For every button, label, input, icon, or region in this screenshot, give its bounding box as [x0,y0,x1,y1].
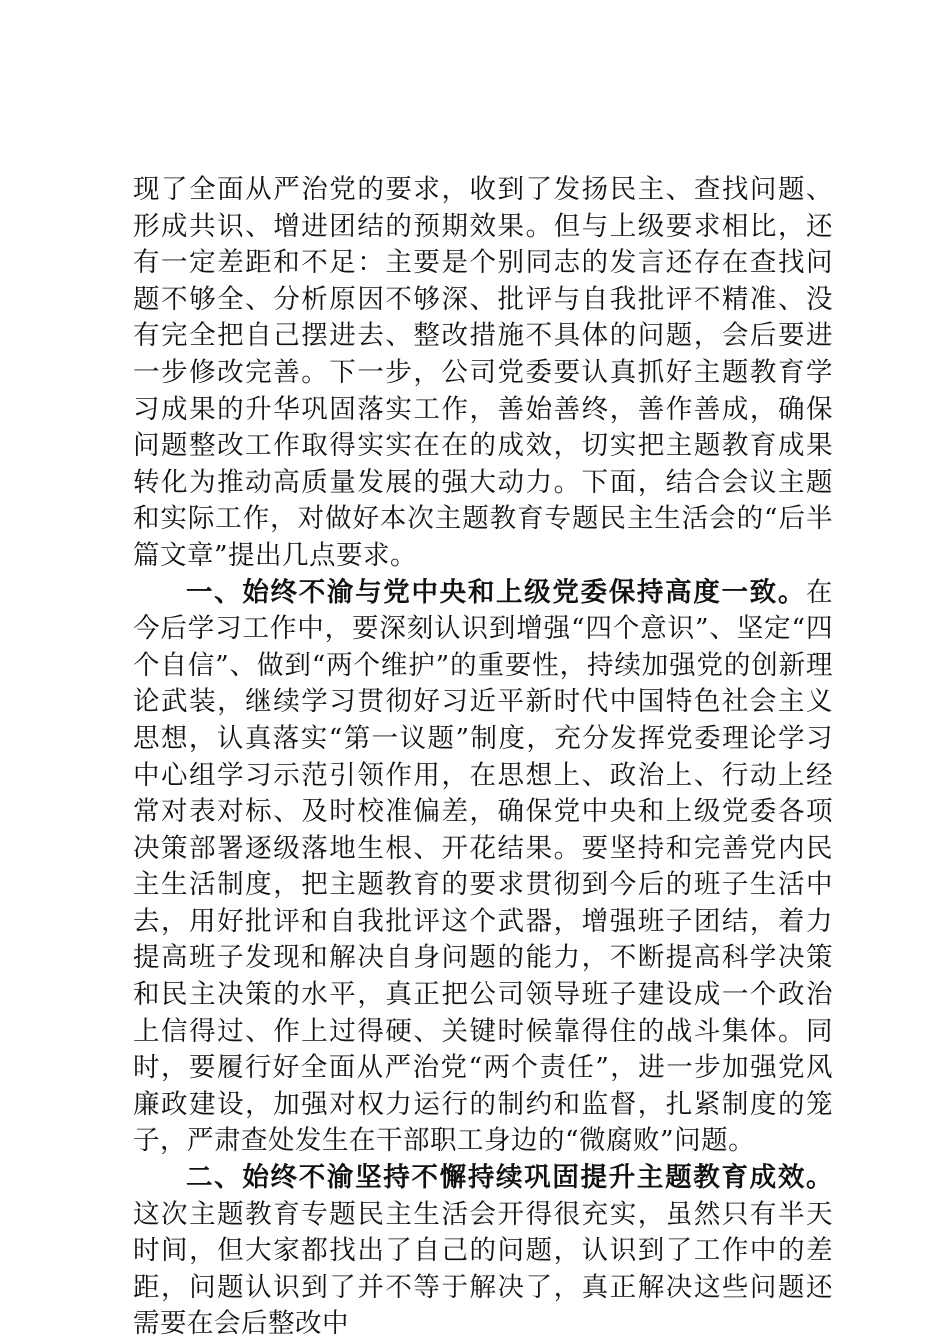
section-heading-two: 二、始终不渝坚持不懈持续巩固提升主题教育成效。 [186,1162,833,1194]
paragraph-text: 在今后学习工作中，要深刻认识到增强“四个意识”、坚定“四个自信”、做到“两个维护”的重要性，持续加强党的创新理论武装，继续学习贯彻好习近平新时代中国特色社会主义思想，认真落实“第一议题”制度，充分发挥党委理论学习中心组学习示范引领作用，在思想上、政治上、行动上经常对表对标、及时校准偏差，确保党中央和上级党委各项决策部署逐级落地生根、开花结果。要坚持和完善党内民主生活制度，把主题教育的要求贯彻到今后的班子生活中去，用好批评和自我批评这个武器，增强班子团结，着力提高班子发现和解决自身问题的能力，不断提高科学决策和民主决策的水平，真正把公司领导班子建设成一个政治上信得过、作上过得硬、关键时候靠得住的战斗集体。同时，要履行好全面从严治党“两个责任”，进一步加强党风廉政建设，加强对权力运行的制约和监督，扎紧制度的笼子，严肃查处发生在干部职工身边的“微腐败”问题。 [133,576,833,1157]
paragraph-text: 这次主题教育专题民主生活会开得很充实，虽然只有半天时间，但大家都找出了自己的问题，认识到了工作中的差距，问题认识到了并不等于解决了，真正解决这些问题还需要在会后整改中 [133,1198,833,1340]
paragraph-section-two [133,1160,833,1343]
paragraph-section-one [133,575,833,1161]
paragraph-continuation [133,172,833,575]
paragraph-text: 现了全面从严治党的要求，收到了发扬民主、查找问题、形成共识、增进团结的预期效果。但与上级要求相比，还有一定差距和不足：主要是个别同志的发言还存在查找问题不够全、分析原因不够深、批评与自我批评不精准、没有完全把自己摆进去、整改措施不具体的问题，会后要进一步修改完善。下一步，公司党委要认真抓好主题教育学习成果的升华巩固落实工作，善始善终，善作善成，确保问题整改工作取得实实在在的成效，切实把主题教育成果转化为推动高质量发展的强大动力。下面，结合会议主题和实际工作，对做好本次主题教育专题民主生活会的“后半篇文章”提出几点要求。 [133,174,833,571]
document-body [133,172,833,1343]
section-heading-one: 一、始终不渝与党中央和上级党委保持高度一致。 [186,576,806,608]
